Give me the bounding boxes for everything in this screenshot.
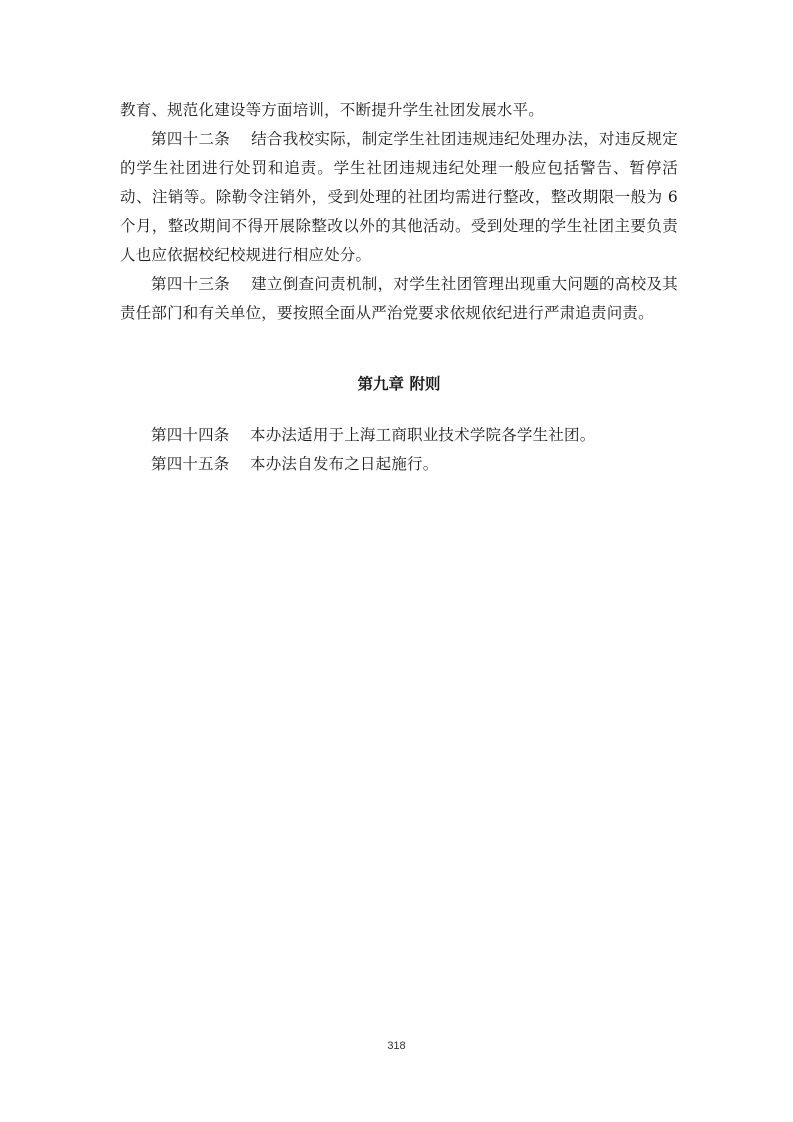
continuation-paragraph: 教育、规范化建设等方面培训，不断提升学生社团发展水平。: [120, 101, 544, 119]
article-44-paragraph: [120, 421, 678, 450]
bottom-text-block: [120, 421, 678, 479]
article-43-label: 第四十三条: [151, 275, 231, 293]
article-43-paragraph: [120, 270, 678, 328]
page-number: 318: [387, 1040, 406, 1052]
article-44-text: 本办法适用于上海工商职业技术学院各学生社团。: [250, 426, 596, 444]
article-42-paragraph: [120, 125, 678, 270]
chapter-title: 第九章 附则: [357, 375, 441, 393]
article-43-text: 建立倒查问责机制，对学生社团管理出现重大问题的高校及其责任部门和有关单位，要按照全面从严治党要求依规依纪进行严肃追责问责。: [120, 275, 678, 322]
article-45-text: 本办法自发布之日起施行。: [250, 455, 439, 473]
article-45-label: 第四十五条: [151, 455, 230, 473]
article-42-text: 结合我校实际，制定学生社团违规违纪处理办法，对违反规定的学生社团进行处罚和追责。学生社团违规违纪处理一般应包括警告、暂停活动、注销等。除勒令注销外，受到处理的社团均需进行整改，整改期限一般为 6 个月，整改期间不得开展除整改以外的其他活动。受到处理的学生社团主要负责人也应依据校纪校规进行相应处分。: [120, 130, 678, 264]
article-42-label: 第四十二条: [151, 130, 231, 148]
article-44-label: 第四十四条: [151, 426, 230, 444]
article-45-paragraph: [120, 450, 678, 479]
top-text-block: [120, 96, 678, 328]
